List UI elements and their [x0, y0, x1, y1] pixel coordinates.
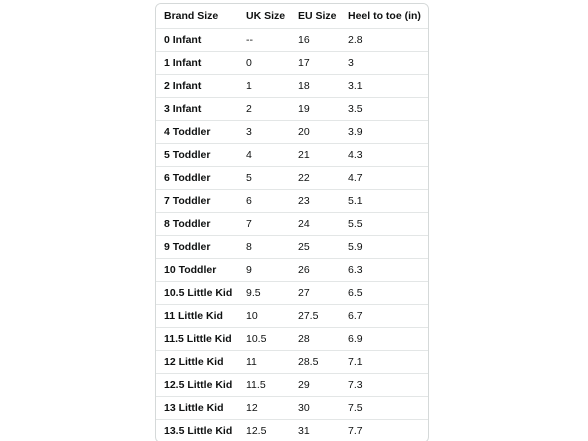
- eu-size-cell: 20: [290, 121, 340, 144]
- brand-size-cell: 13 Little Kid: [156, 397, 238, 420]
- eu-size-cell: 19: [290, 98, 340, 121]
- table-row: [156, 305, 428, 328]
- heel-to-toe-cell: 3.9: [340, 121, 428, 144]
- eu-size-cell: 29: [290, 374, 340, 397]
- uk-size-cell: 10.5: [238, 328, 290, 351]
- heel-to-toe-cell: 5.5: [340, 213, 428, 236]
- heel-to-toe-cell: 6.9: [340, 328, 428, 351]
- eu-size-cell: 28: [290, 328, 340, 351]
- eu-size-cell: 18: [290, 75, 340, 98]
- brand-size-cell: 7 Toddler: [156, 190, 238, 213]
- heel-to-toe-cell: 7.1: [340, 351, 428, 374]
- uk-size-cell: 8: [238, 236, 290, 259]
- uk-size-cell: 3: [238, 121, 290, 144]
- table-row: [156, 52, 428, 75]
- heel-to-toe-cell: 4.3: [340, 144, 428, 167]
- table-row: [156, 282, 428, 305]
- brand-size-cell: 4 Toddler: [156, 121, 238, 144]
- size-chart-table-container: [155, 3, 429, 441]
- uk-size-cell: 1: [238, 75, 290, 98]
- eu-size-cell: 24: [290, 213, 340, 236]
- brand-size-cell: 2 Infant: [156, 75, 238, 98]
- brand-size-cell: 12 Little Kid: [156, 351, 238, 374]
- uk-size-cell: --: [238, 29, 290, 52]
- table-row: [156, 420, 428, 441]
- brand-size-cell: 0 Infant: [156, 29, 238, 52]
- table-row: [156, 351, 428, 374]
- uk-size-cell: 9: [238, 259, 290, 282]
- heel-to-toe-cell: 5.1: [340, 190, 428, 213]
- uk-size-cell: 10: [238, 305, 290, 328]
- heel-to-toe-cell: 6.7: [340, 305, 428, 328]
- brand-size-cell: 10.5 Little Kid: [156, 282, 238, 305]
- uk-size-cell: 4: [238, 144, 290, 167]
- uk-size-cell: 6: [238, 190, 290, 213]
- uk-size-cell: 12.5: [246, 425, 267, 437]
- eu-size-cell: 22: [290, 167, 340, 190]
- brand-size-cell: 11 Little Kid: [156, 305, 238, 328]
- heel-to-toe-cell: 3.5: [340, 98, 428, 121]
- eu-size-cell: 28.5: [290, 351, 340, 374]
- heel-to-toe-cell: 7.7: [348, 425, 363, 437]
- eu-size-cell: 21: [290, 144, 340, 167]
- uk-size-cell: 11: [238, 351, 290, 374]
- eu-size-cell: 16: [290, 29, 340, 52]
- header-uk-size: UK Size: [238, 4, 290, 29]
- table-row: [156, 236, 428, 259]
- brand-size-cell: 1 Infant: [156, 52, 238, 75]
- uk-size-cell: 5: [238, 167, 290, 190]
- size-chart-table: [156, 4, 428, 441]
- heel-to-toe-cell: 3.1: [340, 75, 428, 98]
- brand-size-cell: 13.5 Little Kid: [164, 425, 233, 437]
- brand-size-cell: 12.5 Little Kid: [156, 374, 238, 397]
- table-body: [156, 29, 428, 441]
- eu-size-cell: 23: [290, 190, 340, 213]
- eu-size-cell: 25: [290, 236, 340, 259]
- table-row: [156, 167, 428, 190]
- header-eu-size: EU Size: [290, 4, 340, 29]
- brand-size-cell: 5 Toddler: [156, 144, 238, 167]
- table-row: [156, 29, 428, 52]
- uk-size-cell: 2: [238, 98, 290, 121]
- heel-to-toe-cell: 6.3: [340, 259, 428, 282]
- table-row: [156, 190, 428, 213]
- eu-size-cell: 26: [290, 259, 340, 282]
- eu-size-cell: 17: [290, 52, 340, 75]
- uk-size-cell: 0: [238, 52, 290, 75]
- table-row: [156, 121, 428, 144]
- uk-size-cell: 7: [238, 213, 290, 236]
- table-row: [156, 374, 428, 397]
- eu-size-cell: 30: [290, 397, 340, 420]
- header-brand-size: Brand Size: [156, 4, 238, 29]
- table-header-row: [156, 4, 428, 29]
- eu-size-cell: 31: [298, 425, 310, 437]
- brand-size-cell: 9 Toddler: [156, 236, 238, 259]
- table-row: [156, 259, 428, 282]
- brand-size-cell: 11.5 Little Kid: [156, 328, 238, 351]
- uk-size-cell: 9.5: [238, 282, 290, 305]
- table-row: [156, 144, 428, 167]
- heel-to-toe-cell: 2.8: [340, 29, 428, 52]
- heel-to-toe-cell: 3: [340, 52, 428, 75]
- header-heel-to-toe: Heel to toe (in): [340, 4, 428, 29]
- table-row: [156, 397, 428, 420]
- uk-size-cell: 12: [238, 397, 290, 420]
- heel-to-toe-cell: 6.5: [340, 282, 428, 305]
- table-row: [156, 328, 428, 351]
- brand-size-cell: 3 Infant: [156, 98, 238, 121]
- eu-size-cell: 27.5: [290, 305, 340, 328]
- heel-to-toe-cell: 4.7: [340, 167, 428, 190]
- brand-size-cell: 8 Toddler: [156, 213, 238, 236]
- heel-to-toe-cell: 5.9: [340, 236, 428, 259]
- heel-to-toe-cell: 7.3: [340, 374, 428, 397]
- table-row: [156, 213, 428, 236]
- uk-size-cell: 11.5: [238, 374, 290, 397]
- heel-to-toe-cell: 7.5: [340, 397, 428, 420]
- table-row: [156, 75, 428, 98]
- eu-size-cell: 27: [290, 282, 340, 305]
- brand-size-cell: 10 Toddler: [156, 259, 238, 282]
- brand-size-cell: 6 Toddler: [156, 167, 238, 190]
- table-row: [156, 98, 428, 121]
